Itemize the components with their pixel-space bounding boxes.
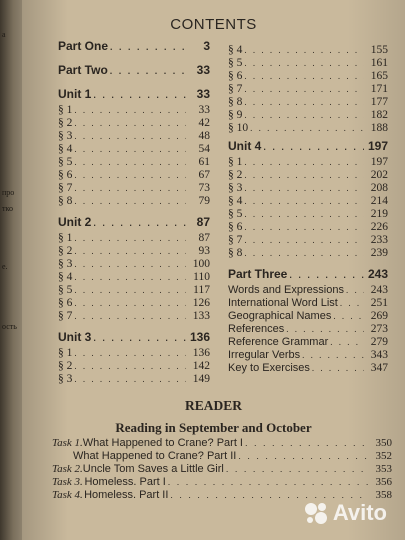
dot-leader	[244, 169, 364, 182]
toc-entry-page: 214	[370, 195, 388, 207]
dot-leader	[263, 141, 364, 154]
toc-entry-page: 233	[370, 234, 388, 246]
toc-entry-label: Unit 1	[58, 87, 92, 101]
toc-entry-page: 171	[370, 83, 388, 95]
toc-entry-page: 100	[192, 258, 210, 270]
toc-entry-label: § 8	[228, 96, 243, 108]
toc-entry-label: § 8	[58, 195, 73, 207]
dot-leader	[74, 258, 186, 271]
toc-entry-page: 243	[370, 284, 388, 296]
toc-entry-label: § 2	[228, 169, 243, 181]
toc-entry-label: Part One	[58, 39, 109, 53]
toc-entry-page: 110	[193, 271, 210, 283]
edge-fragment: ость	[2, 322, 17, 331]
toc-entry-page: 149	[192, 373, 210, 385]
dot-leader	[330, 336, 364, 349]
dot-leader	[74, 232, 186, 245]
toc-entry-label: § 2	[58, 117, 73, 129]
toc-entry-page: 54	[198, 143, 210, 155]
dot-leader	[238, 450, 368, 463]
toc-entry-page: 73	[198, 182, 210, 194]
toc-entry-page: 3	[203, 39, 210, 53]
contents-left-column	[58, 40, 210, 386]
task-number: Task 2.	[52, 463, 83, 475]
toc-entry-label: § 3	[58, 130, 73, 142]
toc-entry-page: 33	[196, 87, 210, 101]
dot-leader	[244, 57, 364, 70]
reader-task-entry	[52, 463, 392, 476]
toc-entry-page: 33	[196, 63, 210, 77]
toc-entry-page: 347	[370, 362, 388, 374]
toc-entry-label: § 1	[58, 232, 73, 244]
toc-entry-page: 161	[370, 57, 388, 69]
toc-entry-page: 269	[370, 310, 388, 322]
toc-entry	[228, 57, 388, 70]
dot-leader	[226, 463, 368, 476]
toc-entry-label: Reference Grammar	[228, 336, 329, 348]
toc-entry	[228, 156, 388, 169]
dot-leader	[244, 234, 364, 247]
toc-entry-page: 133	[192, 310, 210, 322]
toc-entry-label: Unit 2	[58, 215, 92, 229]
toc-entry	[228, 297, 388, 310]
toc-entry	[58, 117, 210, 130]
toc-entry-page: 93	[198, 245, 210, 257]
toc-entry	[58, 347, 210, 360]
toc-entry-label: § 5	[58, 156, 73, 168]
toc-entry-page: 117	[193, 284, 210, 296]
toc-entry-label: Geographical Names	[228, 310, 332, 322]
task-title: What Happened to Crane? Part I	[82, 437, 243, 449]
toc-entry	[58, 40, 210, 56]
toc-entry	[228, 221, 388, 234]
dot-leader	[312, 362, 364, 375]
edge-fragment: про	[2, 188, 15, 197]
toc-entry-page: 239	[370, 247, 388, 259]
toc-entry-page: 79	[198, 195, 210, 207]
toc-entry-page: 197	[370, 156, 388, 168]
edge-fragment: а	[2, 30, 6, 39]
dot-leader	[74, 373, 186, 386]
toc-entry	[228, 182, 388, 195]
toc-entry-page: 87	[196, 215, 210, 229]
dot-leader	[74, 195, 186, 208]
dot-leader	[168, 476, 368, 489]
task-number: Task 1.	[52, 437, 83, 449]
toc-entry	[58, 284, 210, 297]
toc-entry	[228, 169, 388, 182]
watermark-text: Avito	[332, 500, 387, 525]
toc-entry-label: § 6	[58, 169, 73, 181]
toc-entry	[58, 143, 210, 156]
toc-entry-label: Unit 3	[58, 330, 92, 344]
toc-entry-label: § 6	[228, 70, 243, 82]
toc-entry	[228, 247, 388, 260]
toc-entry	[58, 271, 210, 284]
dot-leader	[340, 297, 364, 310]
toc-entry-label: § 1	[58, 104, 73, 116]
toc-entry	[228, 140, 388, 156]
dot-leader	[244, 109, 364, 122]
toc-entry-label: Key to Exercises	[228, 362, 310, 374]
dot-leader	[244, 221, 364, 234]
dot-leader	[93, 332, 186, 345]
dot-leader	[74, 182, 186, 195]
toc-entry	[228, 234, 388, 247]
toc-entry-label: Unit 4	[228, 139, 262, 153]
toc-entry	[228, 284, 388, 297]
toc-entry-label: § 7	[228, 234, 243, 246]
dot-leader	[244, 208, 364, 221]
dot-leader	[74, 143, 186, 156]
toc-entry	[228, 96, 388, 109]
toc-entry-label: Part Two	[58, 63, 108, 77]
toc-entry	[228, 349, 388, 362]
toc-entry	[58, 169, 210, 182]
dot-leader	[74, 284, 186, 297]
dot-leader	[289, 269, 364, 282]
toc-entry-page: 136	[192, 347, 210, 359]
toc-entry-label: § 5	[228, 208, 243, 220]
dot-leader	[244, 156, 364, 169]
dot-leader	[74, 169, 186, 182]
toc-entry-label: § 3	[228, 182, 243, 194]
toc-entry-label: § 4	[228, 195, 243, 207]
toc-entry-label: International Word List	[228, 297, 338, 309]
toc-entry-page: 155	[370, 44, 388, 56]
toc-entry-page: 42	[198, 117, 210, 129]
dot-leader	[74, 360, 186, 373]
reader-task-entry	[52, 437, 392, 450]
reader-task-entry	[52, 450, 392, 463]
dot-leader	[74, 297, 186, 310]
reader-heading: READER	[184, 398, 242, 413]
dot-leader	[244, 70, 364, 83]
avito-logo-icon	[303, 500, 329, 526]
dot-leader	[286, 323, 364, 336]
toc-entry-page: 177	[370, 96, 388, 108]
toc-entry	[58, 360, 210, 373]
task-number: Task 4.	[52, 489, 83, 501]
dot-leader	[346, 284, 364, 297]
toc-entry-page: 343	[370, 349, 388, 361]
reader-task-list	[52, 437, 392, 502]
toc-entry-page: 208	[370, 182, 388, 194]
dot-leader	[110, 41, 186, 54]
toc-entry-label: § 2	[58, 245, 73, 257]
toc-entry	[58, 182, 210, 195]
page-title: CONTENTS	[170, 16, 257, 33]
task-page: 350	[375, 437, 392, 449]
toc-entry	[228, 83, 388, 96]
toc-entry-label: § 7	[58, 310, 73, 322]
toc-entry-page: 197	[367, 139, 388, 153]
dot-leader	[244, 247, 364, 260]
toc-entry-page: 33	[198, 104, 210, 116]
task-page: 352	[375, 450, 392, 462]
dot-leader	[333, 310, 364, 323]
dot-leader	[74, 104, 186, 117]
toc-entry	[228, 195, 388, 208]
dot-leader	[74, 310, 186, 323]
toc-entry-page: 61	[198, 156, 210, 168]
task-number: Task 3.	[52, 476, 83, 488]
toc-entry	[58, 245, 210, 258]
dot-leader	[74, 156, 186, 169]
dot-leader	[74, 130, 186, 143]
dot-leader	[244, 44, 364, 57]
toc-entry-label: Words and Expressions	[228, 284, 344, 296]
task-page: 358	[375, 489, 392, 501]
dot-leader	[93, 89, 186, 102]
toc-entry-page: 188	[370, 122, 388, 134]
toc-entry-label: § 6	[228, 221, 243, 233]
dot-leader	[250, 122, 364, 135]
dot-leader	[244, 195, 364, 208]
dot-leader	[74, 271, 186, 284]
toc-entry	[228, 362, 388, 375]
toc-entry-page: 279	[370, 336, 388, 348]
toc-entry-label: § 7	[58, 182, 73, 194]
dot-leader	[244, 83, 364, 96]
toc-entry	[228, 268, 388, 284]
dot-leader	[74, 245, 186, 258]
avito-watermark	[303, 500, 387, 526]
toc-entry-label: § 7	[228, 83, 243, 95]
toc-entry-label: § 4	[58, 271, 73, 283]
toc-entry	[58, 156, 210, 169]
toc-entry	[228, 122, 388, 135]
toc-entry-label: § 5	[58, 284, 73, 296]
toc-entry	[58, 232, 210, 245]
toc-entry-label: § 3	[58, 258, 73, 270]
toc-entry-label: References	[228, 323, 285, 335]
toc-entry	[58, 88, 210, 104]
contents-page	[22, 0, 405, 540]
reader-task-entry	[52, 476, 392, 489]
toc-entry-label: § 6	[58, 297, 73, 309]
toc-entry-page: 273	[370, 323, 388, 335]
dot-leader	[74, 117, 186, 130]
toc-entry	[58, 195, 210, 208]
toc-entry-page: 67	[198, 169, 210, 181]
toc-entry-label: § 8	[228, 247, 243, 259]
toc-entry	[228, 44, 388, 57]
toc-entry-page: 87	[198, 232, 210, 244]
toc-entry-page: 219	[370, 208, 388, 220]
toc-entry	[228, 70, 388, 83]
toc-entry-label: § 1	[228, 156, 243, 168]
toc-entry-label: § 1	[58, 347, 73, 359]
contents-right-column	[228, 44, 388, 375]
toc-entry-label: § 3	[58, 373, 73, 385]
toc-entry-label: § 5	[228, 57, 243, 69]
toc-entry	[58, 130, 210, 143]
toc-entry	[228, 310, 388, 323]
toc-entry	[58, 104, 210, 117]
task-title: Uncle Tom Saves a Little Girl	[82, 463, 224, 475]
toc-entry	[228, 109, 388, 122]
toc-entry-label: § 2	[58, 360, 73, 372]
toc-entry-page: 48	[198, 130, 210, 142]
dot-leader	[74, 347, 186, 360]
toc-entry	[58, 297, 210, 310]
toc-entry-label: § 10	[228, 122, 249, 134]
toc-entry	[58, 373, 210, 386]
reading-subheading: Reading in September and October	[115, 420, 312, 435]
toc-entry-page: 251	[370, 297, 388, 309]
edge-fragment: тко	[2, 204, 13, 213]
toc-entry-page: 202	[370, 169, 388, 181]
toc-entry-label: Irregular Verbs	[228, 349, 301, 361]
task-page: 356	[375, 476, 392, 488]
toc-entry	[228, 336, 388, 349]
toc-entry-label: § 4	[58, 143, 73, 155]
toc-entry	[228, 208, 388, 221]
dot-leader	[110, 65, 186, 78]
toc-entry-page: 142	[192, 360, 210, 372]
task-title: Homeless. Part II	[84, 489, 169, 501]
toc-entry-page: 136	[189, 330, 210, 344]
task-title: What Happened to Crane? Part II	[73, 450, 237, 462]
toc-entry-page: 165	[370, 70, 388, 82]
edge-fragment: е.	[2, 262, 8, 271]
toc-entry-page: 126	[192, 297, 210, 309]
toc-entry-label: § 9	[228, 109, 243, 121]
dot-leader	[244, 182, 364, 195]
toc-entry-page: 226	[370, 221, 388, 233]
toc-entry	[58, 310, 210, 323]
toc-entry	[58, 331, 210, 347]
toc-entry	[58, 216, 210, 232]
toc-entry-label: § 4	[228, 44, 243, 56]
dot-leader	[244, 96, 364, 109]
dot-leader	[93, 217, 186, 230]
dot-leader	[302, 349, 364, 362]
toc-entry	[58, 258, 210, 271]
toc-entry-page: 182	[370, 109, 388, 121]
task-page: 353	[375, 463, 392, 475]
toc-entry-page: 243	[367, 267, 388, 281]
toc-entry	[58, 64, 210, 80]
task-title: Homeless. Part I	[84, 476, 166, 488]
dot-leader	[245, 437, 368, 450]
toc-entry-label: Part Three	[228, 267, 288, 281]
toc-entry	[228, 323, 388, 336]
